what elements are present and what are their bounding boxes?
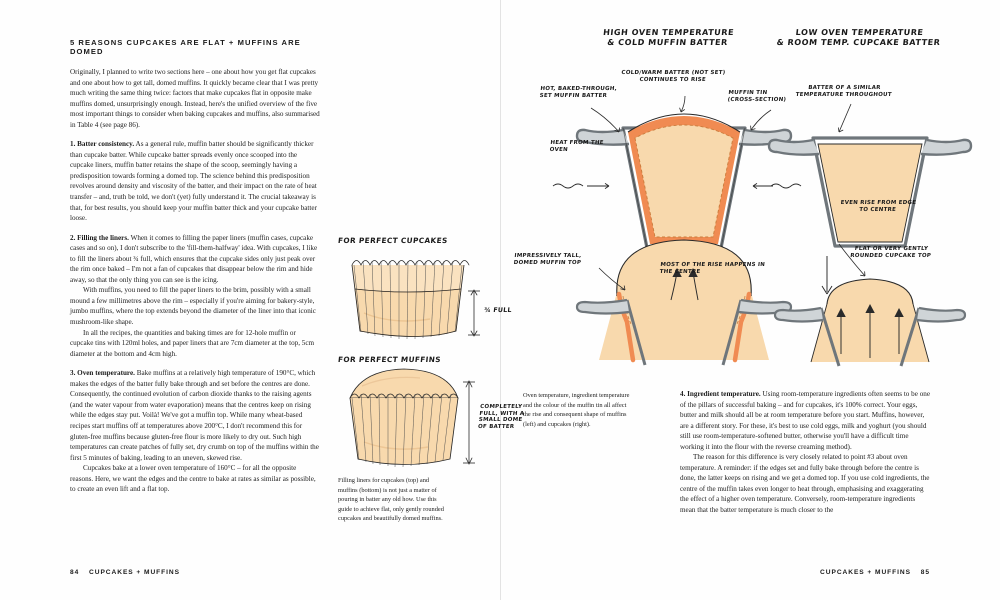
paragraph-temperature-reason: The reason for this difference is very closely related to point #3 about oven temperature. A reminder: if the edges set and fully bake through before the centre is done, the latter keeps on rising and we get a domed top. If you use cold ingredients, the centre of the muffin takes even longer to heat through, emphasising and exaggerating the effect of a higher oven temperature. Conversely, room-temperature ingredients mean that the batter temperature is much closer to the — [680, 453, 930, 515]
label-set-muffin-batter: HOT, BAKED-THROUGH, SET MUFFIN BATTER — [539, 86, 618, 99]
page-title: 5 REASONS CUPCAKES ARE FLAT + MUFFINS ARE DOMED — [70, 38, 301, 56]
diagram-right-title: LOW OVEN TEMPERATURE & ROOM TEMP. CUPCAKE BATTER — [776, 27, 941, 47]
folio-left-number: 84 — [70, 569, 80, 576]
folio-right — [820, 569, 930, 576]
label-flat-cupcake-top: FLAT OR VERY GENTLY ROUNDED CUPCAKE TOP — [849, 246, 932, 259]
diagram-left-title: HIGH OVEN TEMPERATURE & COLD MUFFIN BATTER — [602, 27, 735, 47]
cupcake-rise-diagram — [755, 96, 985, 366]
folio-right-title: CUPCAKES + MUFFINS — [820, 569, 911, 576]
liner-figures-caption: Filling liners for cupcakes (top) and muffins (bottom) is not just a matter of pouring in batter any old how. Use this guide to achieve flat, only gently rounded cupcakes and beautifully domed muffins. — [338, 477, 444, 523]
paragraph-cupcake-temperature: Cupcakes bake at a lower oven temperature of 160°C – for all the opposite reasons. Here, we want the edges and the centre to bake at rates as similar as possible, to create an even lift and a flat top. — [70, 464, 316, 494]
cupcake-liner-figure — [338, 245, 513, 350]
muffin-liner-illustration — [338, 364, 498, 474]
label-rising-batter: COLD/WARM BATTER (NOT SET) CONTINUES TO RISE — [621, 70, 726, 83]
paragraph-batter-consistency: 1. Batter consistency. As a general rule, muffin batter should be significantly thicker than cupcake batter. While cupcake batter spreads evenly once scooped into the cupcake liners, muffin batter retains the shape of the scoop, seemingly having a predisposition towards forming a domed top. The science behind this predisposition revolves around density and viscosity of the batter, and their impact on the rate of heat transfer – and, truth be told, we don't (yet) fully understand it. The crucial takeaway is that, for best results, you should keep your muffin batter thick and your cupcake batter loose. — [70, 140, 317, 223]
label-most-rise-centre: MOST OF THE RISE HAPPENS IN THE CENTRE — [659, 262, 766, 275]
muffin-liner-figure — [338, 364, 525, 474]
label-muffin-tin: MUFFIN TIN (CROSS-SECTION) — [727, 90, 787, 103]
cupcake-liner-illustration — [338, 245, 498, 350]
folio-left — [70, 569, 180, 576]
paragraph-intro: Originally, I planned to write two sections here – one about how you get flat cupcakes and one about how to get tall, domed muffins. It quickly became clear that I was pretty much writing the same thing twice: factors that make cupcakes flat in opposite make muffins domed, unsurprisingly enough. Instead, here's the unified overview of the five most important things to consider when baking cupcakes and muffins, also summarised in Table 4 (see page 86). — [70, 68, 320, 129]
label-domed-muffin-top: IMPRESSIVELY TALL, DOMED MUFFIN TOP — [513, 253, 582, 266]
paragraph-recipe-quantities: In all the recipes, the quantities and baking times are for 12-hole muffin or cupcake tins with 120ml holes, and paper liners that are 7cm diameter at the top, 5cm diameter at the bottom and 4cm high. — [70, 328, 315, 358]
paragraph-oven-temperature: 3. Oven temperature. Bake muffins at a relatively high temperature of 190°C, which makes the edges of the batter fully bake through and set before the centres are done. Consequently, the continued evolution of carbon dioxide thanks to the raising agents (and the water vapour from water evaporation) means that the centres keep on rising while the edges stay put. Voilà! We've got a muffin top. While many wheat-based recipes start muffins off at temperatures above 200°C, I don't recommend this for gluten-free muffins because gluten-free flour is more likely to dry out. Such high temperatures can create patches of fully set, dry crumb on top of the muffins within the first 5 minutes of baking, leading to an uneven, skewed rise. — [70, 369, 319, 462]
muffin-figure-title: FOR PERFECT MUFFINS — [337, 355, 442, 364]
paragraph-ingredient-temperature: 4. Ingredient temperature. Using room-temperature ingredients often seems to be one of the pillars of successful baking – and for cupcakes, it's 100% correct. Your eggs, butter and milk should all be at room temperature before you start. Muffins, however, are a different story. For these, it's best to use cold eggs, milk and yoghurt (you should still use room-temperature-softened butter, otherwise you'll have a difficult time working it into the flour with the reverse creaming method). — [680, 390, 930, 451]
label-heat-from-oven: HEAT FROM THE OVEN — [549, 140, 604, 153]
label-similar-temperature-batter: BATTER OF A SIMILAR TEMPERATURE THROUGHOUT — [795, 85, 893, 98]
left-text-column — [70, 38, 320, 504]
paragraph-muffin-filling: With muffins, you need to fill the paper liners to the brim, possibly with a small mound a few millimetres above the rim – especially if you're aiming for bakery-style, jumbo muffins, where the top extends beyond the diameter of the liner into that iconic mushroom-like shape. — [70, 286, 316, 327]
muffin-fill-label: COMPLETELY FULL, WITH A SMALL DOME OF BATTER — [477, 404, 525, 431]
label-even-rise: EVEN RISE FROM EDGE TO CENTRE — [840, 200, 917, 213]
right-text-column — [680, 389, 930, 525]
cupcake-fill-label: ¾ FULL — [483, 307, 513, 314]
folio-left-title: CUPCAKES + MUFFINS — [89, 569, 180, 576]
right-page — [500, 0, 1000, 600]
diagram-caption: Oven temperature, ingredient temperature and the colour of the muffin tin all affect the rise and consequent shape of muffins (left) and cupcakes (right). — [523, 392, 630, 428]
paragraph-filling-liners: 2. Filling the liners. When it comes to filling the paper liners (muffin cases, cupcake cases and so on), I don't subscribe to the 'fill-them-halfway' idea. With cupcakes, I like to fill the liners about ¾ full, which ensures that the cupcake sides only just peak over the rim once baked – I'm not a fan of cupcakes that disappear below the rim and hide away, so that the only thing you can see is the icing. — [70, 233, 318, 284]
liner-figures-column — [337, 236, 525, 524]
folio-right-number: 85 — [920, 569, 930, 576]
cupcake-figure-title: FOR PERFECT CUPCAKES — [337, 236, 449, 245]
